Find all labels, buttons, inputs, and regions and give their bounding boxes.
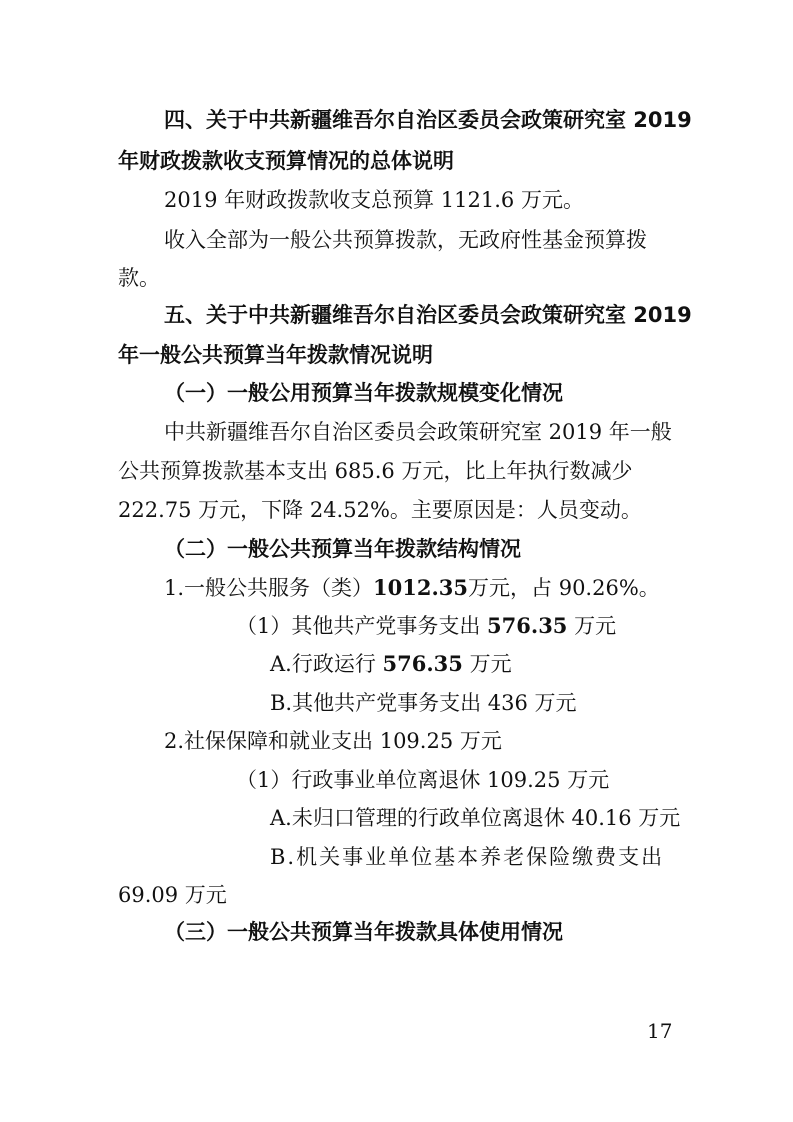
item-1-prefix: 1.一般公共服务（类） [164, 576, 374, 600]
scale-paragraph-line-2: 公共预算拨款基本支出 685.6 万元，比上年执行数减少 [118, 459, 633, 483]
page-number: 17 [647, 1019, 673, 1043]
subsection-3-title: （三）一般公共预算当年拨款具体使用情况 [164, 920, 563, 944]
scale-paragraph-line-1: 中共新疆维吾尔自治区委员会政策研究室 2019 年一般 [164, 420, 672, 444]
section-4-heading-line-1: 四、关于中共新疆维吾尔自治区委员会政策研究室 2019 [164, 108, 692, 132]
income-paragraph-line-2: 款。 [118, 266, 160, 290]
item-1-suffix: 万元，占 90.26%。 [468, 576, 660, 600]
item-a-prefix: A.行政运行 [270, 652, 383, 676]
scale-paragraph-line-3: 222.75 万元，下降 24.52%。主要原因是：人员变动。 [118, 498, 642, 522]
item-1-1-amount: 576.35 [487, 613, 568, 638]
item-unassigned-retirement: A.未归口管理的行政单位离退休 40.16 万元 [270, 806, 681, 830]
item-a-suffix: 万元 [462, 652, 512, 676]
item-pension-insurance-line-2: 69.09 万元 [118, 883, 227, 907]
item-other-party-affairs-expenditure: B.其他共产党事务支出 436 万元 [270, 691, 577, 715]
total-budget-paragraph: 2019 年财政拨款收支总预算 1121.6 万元。 [164, 188, 584, 212]
item-general-public-services [164, 574, 660, 602]
income-paragraph-line-1: 收入全部为一般公共预算拨款，无政府性基金预算拨 [164, 228, 647, 252]
section-5-heading-line-2: 年一般公共预算当年拨款情况说明 [118, 343, 433, 367]
item-other-party-affairs [236, 612, 616, 640]
section-4-heading-line-2: 年财政拨款收支预算情况的总体说明 [118, 149, 454, 173]
item-administrative-operation [270, 650, 512, 678]
subsection-2-title: （二）一般公共预算当年拨款结构情况 [164, 537, 521, 561]
section-5-heading-line-1: 五、关于中共新疆维吾尔自治区委员会政策研究室 2019 [164, 303, 692, 327]
item-retirement: （1）行政事业单位离退休 109.25 万元 [236, 768, 610, 792]
item-1-amount: 1012.35 [373, 575, 469, 600]
item-social-security: 2.社保保障和就业支出 109.25 万元 [164, 729, 502, 753]
subsection-1-title: （一）一般公用预算当年拨款规模变化情况 [164, 381, 563, 405]
item-pension-insurance-line-1: B.机关事业单位基本养老保险缴费支出 [270, 845, 665, 869]
item-1-1-prefix: （1）其他共产党事务支出 [236, 614, 488, 638]
item-1-1-suffix: 万元 [567, 614, 617, 638]
item-a-amount: 576.35 [382, 651, 463, 676]
